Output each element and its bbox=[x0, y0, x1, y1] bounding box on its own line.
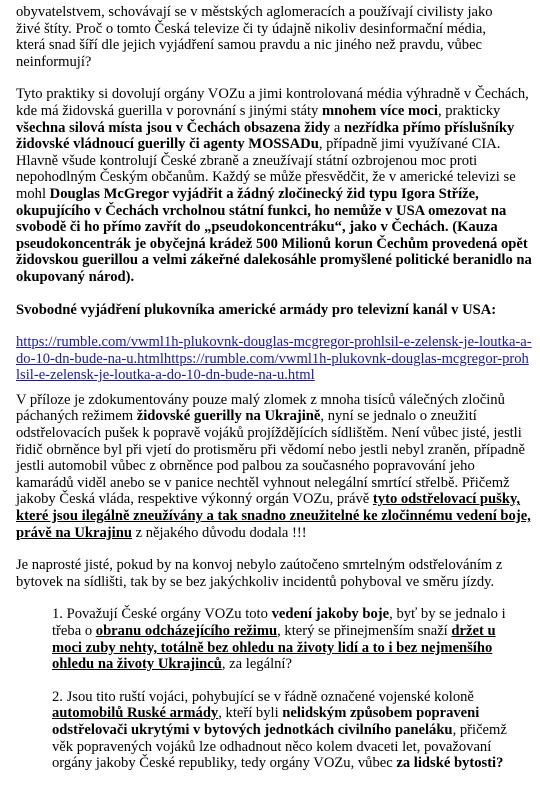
intro-line-2: živé štíty. Proč o tomto Česká televize či ty údajně nikoliv desinformační média, bbox=[16, 20, 486, 37]
bold-underlined-text: automobilů Ruské armády bbox=[52, 705, 219, 722]
list-item-1 bbox=[16, 606, 532, 672]
text-run: , přičemž věk popravených vojáků lze odhadnout něco kolem dvaceti let, považovaní orgány jakoby České republiky, tedy orgány VOZu, vůbec bbox=[52, 721, 507, 772]
text-run: , za legální? bbox=[221, 656, 292, 673]
video-link[interactable]: https://rumble.com/vwml1h-plukovnk-douglas-mcgregor-prohlsil-e-zelensk-je-loutka-a-do-10-dn-bude-na-u.htmlhttps://rumble.com/vwml1h-plukovnk-douglas-mcgregor-prohlsil-e-zelensk-je-loutka-a-do-10-dn-bude-na-u.html bbox=[16, 334, 532, 384]
intro-line-4: neinformují? bbox=[16, 53, 92, 70]
list-item-2 bbox=[16, 689, 532, 772]
bold-text: nelidským způsobem popraveni odstřelovači ukrytými v bytových jednotkách civilního paneláku bbox=[52, 705, 480, 738]
text-run: z nějakého důvodu dodala !!! bbox=[131, 524, 307, 541]
text-run: 1. Považují České orgány VOZu toto bbox=[52, 606, 272, 623]
text-run: , byť by se jednalo i třeba o bbox=[52, 606, 506, 639]
text-run: V příloze je zdokumentovány pouze malý zlomek z mnoha tisíců válečných zločinů páchaných režimem bbox=[16, 391, 505, 425]
paragraph-gap bbox=[16, 590, 532, 606]
intro-line-3: která snad šíří dle jejich vyjádření samou pravdu a nic jiného než pravdu, vůbec bbox=[16, 37, 483, 54]
text-run: , který se přinejmenším snaží bbox=[277, 623, 452, 639]
bold-text: všechna silová místa jsou v Čechách obsazena židy bbox=[16, 119, 331, 136]
section-heading: Svobodné vyjádření plukovníka americké armády pro televizní kanál v USA: bbox=[16, 301, 497, 318]
text-run: , případně jimi využívané CIA. Hlavně všude kontrolují České zbraně a zneužívají státní ozbrojenou moc proti nepohodlným Českým občanům. Každý se může přesvědčit, že v americké televizi se mohl bbox=[16, 136, 516, 202]
paragraph-gap bbox=[16, 70, 532, 86]
video-link-paragraph bbox=[16, 334, 532, 384]
text-run: , prakticky bbox=[437, 102, 501, 119]
bold-underlined-text: obranu odcházejícího režimu bbox=[95, 623, 278, 639]
paragraph-attachment bbox=[16, 392, 532, 541]
document-body bbox=[16, 4, 532, 772]
text-run: 2. Jsou tito ruští vojáci, pohybující se v řádně označené vojenské koloně bbox=[52, 688, 474, 705]
paragraph-practices bbox=[16, 86, 532, 285]
paragraph-gap bbox=[16, 673, 532, 689]
paragraph-gap bbox=[16, 318, 532, 334]
paragraph-gap bbox=[16, 384, 532, 392]
bold-text: mnohem více moci bbox=[322, 102, 438, 119]
bold-text: za lidské bytosti? bbox=[396, 755, 504, 772]
bold-text: vedení jakoby boje bbox=[271, 606, 390, 623]
bold-underlined-text: tyto odstřelovací pušky, které jsou ilegálně zneužívány a tak snadno zneužitelné ke zločinnému vedení boje, právě na Ukrajinu bbox=[16, 491, 531, 541]
text-run: , nyní se jednalo o zneužití odstřelovacích pušek k popravě vojáků projíždějících sídlištěm. Není vůbec jisté, jestli řidič obrněnce byl při vjetí do protisměru při vědomí nebo jestli nebyl zraněn, případně jestli automobil vůbec z obrněnce pod palbou za současného popravování jeho kamarádů viděl anebo se v panice nechtěl vyhnout nelegální smrtící střelbě. Přičemž jakoby Česká vláda, respektive výkonný orgán VOZu, právě bbox=[16, 408, 526, 508]
paragraph-gap bbox=[16, 286, 532, 302]
bold-text: židovské guerilly na Ukrajině bbox=[136, 408, 321, 425]
bold-text: nezřídka přímo příslušníky židovské vládnoucí guerilly či agenty MOSSADu bbox=[16, 119, 515, 153]
intro-line-1: obyvatelstvem, schovávají se v městských aglomeracích a používají civilisty jako bbox=[16, 4, 493, 20]
paragraph-convoy: Je naprosté jisté, pokud by na konvoj nebylo zaútočeno smrtelným odstřelováním z bytovek na sídlišti, tak by se bez jakýchkoliv incidentů pohyboval ve směru jízdy. bbox=[16, 557, 503, 590]
text-run: Tyto praktiky si dovolují orgány VOZu a jimi kontrolovaná média výhradně v Čechách, kde má židovská guerilla v porovnání s jinými státy bbox=[16, 86, 529, 119]
bold-underlined-text: držet u moci zuby nehty, totálně bez ohledu na životy lidí a to i bez nejmenšího ohledu na životy Ukrajinců bbox=[52, 623, 496, 673]
paragraph-intro bbox=[16, 4, 532, 70]
bold-text: Douglas McGregor vyjádřit a žádný zločinecký žid typu Igora Stříže, okupujícího v Čechách vrcholnou státní funkci, ho nemůže v USA omezovat na svobodě či ho přímo zavřít do „pseudokoncentráku“, jako v Čechách. (Kauza pseudokoncentrák je obyčejná krádež 500 Milionů korun Čechům provedená opět židovskou guerillou a velmi zákeřné dalekosáhle promyšlené politické beranidlo na okupovaný národ). bbox=[16, 185, 532, 285]
text-run: a bbox=[330, 119, 344, 136]
paragraph-gap bbox=[16, 541, 532, 557]
text-run: , kteří byli bbox=[218, 705, 283, 722]
